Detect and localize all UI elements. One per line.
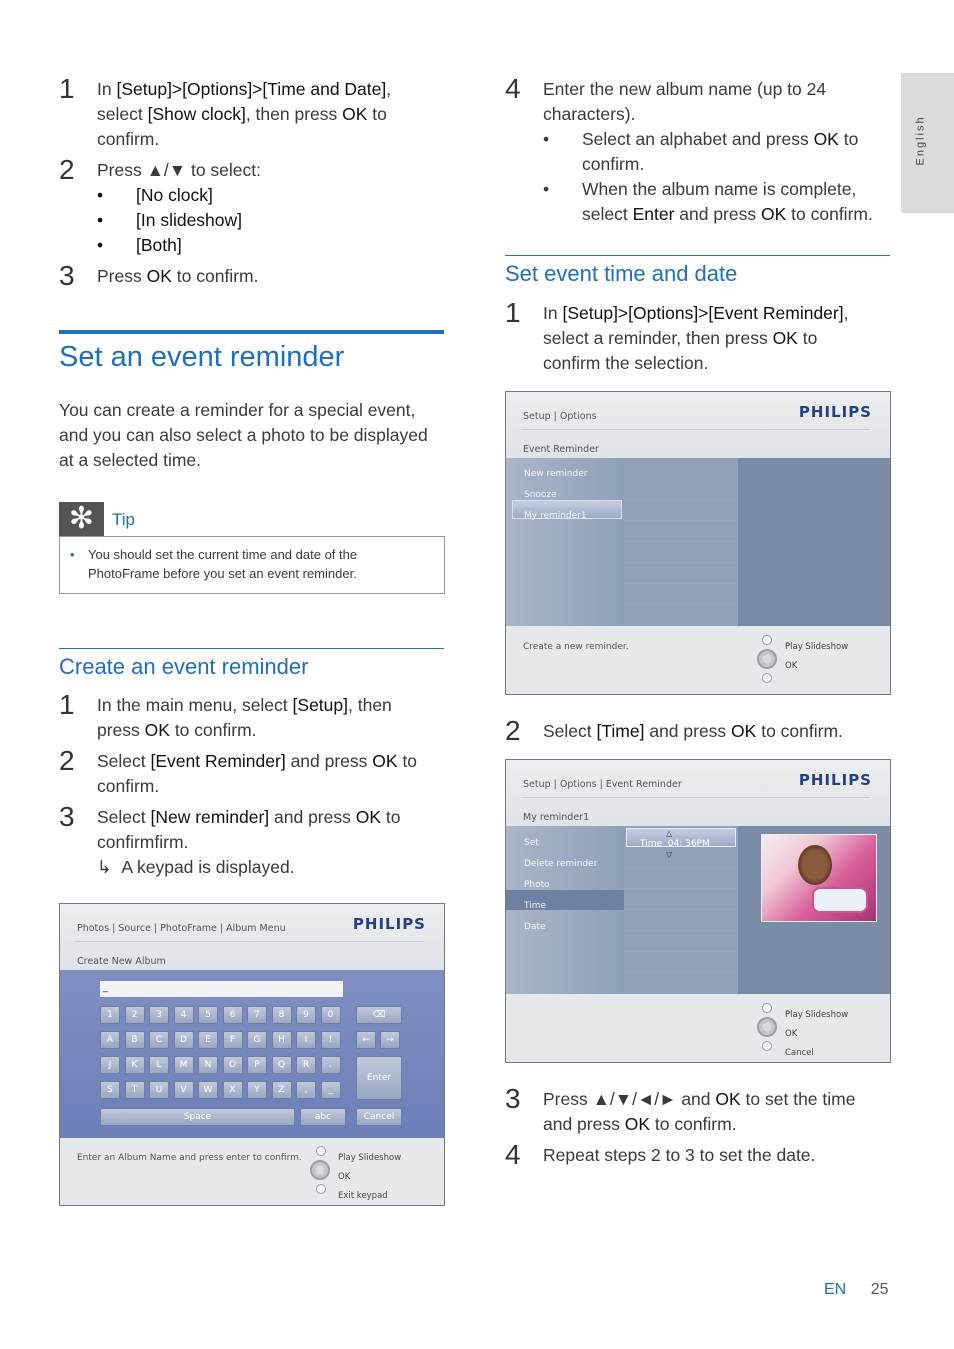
radio-icon (762, 673, 772, 683)
backspace-key[interactable]: ⌫ (356, 1006, 402, 1024)
option-play-slideshow: Play Slideshow (338, 1153, 402, 1163)
text: Select (543, 721, 597, 741)
text: , then press (245, 104, 343, 124)
breadcrumb: Photos | Source | PhotoFrame | Album Menu (77, 923, 286, 934)
screen-footer (506, 626, 890, 694)
brand-logo: PHILIPS (798, 771, 872, 789)
intro-line: at a selected time. (59, 450, 202, 470)
abc-key[interactable]: abc (300, 1108, 346, 1126)
keypad-key[interactable]: I (296, 1031, 316, 1049)
subsection-rule (505, 255, 890, 256)
step-4 (505, 73, 891, 227)
ok-key: OK (355, 807, 382, 827)
section-rule (59, 330, 444, 334)
text: When the album name is complete, (582, 179, 857, 199)
set-time-step-1 (505, 297, 891, 376)
text: confirm. (97, 129, 160, 149)
text: to confirm. (786, 204, 873, 224)
language-code: EN (824, 1281, 847, 1298)
ok-key: OK (772, 328, 798, 348)
set-time-steps-3-4 (505, 1083, 891, 1170)
my-reminder-screenshot (505, 759, 891, 1063)
keypad-key[interactable]: M (174, 1056, 194, 1074)
ok-key: OK (624, 1114, 651, 1134)
menu-path: [New reminder] (150, 807, 270, 827)
result-text: A keypad is displayed. (121, 857, 295, 877)
text: to (367, 104, 387, 124)
arrow-right-key[interactable]: → (380, 1031, 400, 1049)
tip-icon: ✻ (59, 502, 104, 536)
arrow-left-key[interactable]: ← (356, 1031, 376, 1049)
keypad-key[interactable]: 7 (247, 1006, 267, 1024)
screen-header (506, 760, 890, 826)
keypad-key[interactable]: 4 (174, 1006, 194, 1024)
keypad-key[interactable]: 1 (100, 1006, 120, 1024)
option: [Show clock] (147, 104, 246, 124)
option-ok: OK (338, 1172, 351, 1182)
step-number: 1 (59, 689, 75, 720)
ok-key: OK (715, 1089, 741, 1109)
keypad-key[interactable]: N (198, 1056, 218, 1074)
text: select (582, 204, 633, 224)
keypad-key[interactable]: Z (272, 1081, 292, 1099)
text: to confirm. (756, 721, 843, 741)
enter-key: Enter (632, 204, 675, 224)
keypad-key[interactable]: E (198, 1031, 218, 1049)
text: select (97, 104, 148, 124)
menu-path: [Time] (596, 721, 645, 741)
keypad-key[interactable]: G (247, 1031, 267, 1049)
bullet: • (70, 547, 75, 562)
text: , then (348, 695, 392, 715)
keypad-key[interactable]: A (100, 1031, 120, 1049)
step-number: 4 (505, 1139, 521, 1170)
tip-box (59, 502, 445, 594)
ok-key: OK (146, 266, 172, 286)
ok-key: OK (760, 204, 787, 224)
keypad-key[interactable]: K (125, 1056, 145, 1074)
album-name-input[interactable]: _ (100, 981, 343, 997)
step-number: 3 (59, 260, 75, 291)
event-reminder-screenshot (505, 391, 891, 695)
text: Select an alphabet and press (582, 129, 814, 149)
text: to (797, 328, 818, 348)
radio-selected-icon (310, 1160, 330, 1180)
intro-text (59, 398, 445, 473)
menu-path: [Setup]>[Options]>[Event Reminder] (562, 303, 844, 323)
right-column (505, 73, 891, 227)
menu-time[interactable]: Time (524, 901, 547, 911)
cancel-key[interactable]: Cancel (356, 1108, 402, 1126)
radio-icon (762, 1003, 772, 1013)
left-column (59, 73, 445, 291)
menu-new-reminder[interactable]: New reminder (524, 469, 588, 479)
keypad-screenshot (59, 903, 445, 1206)
text: , (843, 303, 849, 323)
screen-title: Create New Album (77, 956, 166, 967)
text: characters). (543, 104, 636, 124)
keypad-key[interactable]: ! (321, 1031, 341, 1049)
text: select a reminder, then press (543, 328, 773, 348)
keypad-key[interactable]: P (247, 1056, 267, 1074)
step-number: 2 (505, 715, 521, 746)
time-value: Time 04: 36PM (640, 839, 710, 849)
text: and press (543, 1114, 625, 1134)
step-2 (505, 715, 891, 746)
preview-panel (738, 458, 890, 628)
keypad-key[interactable]: L (149, 1056, 169, 1074)
keypad-key[interactable]: 8 (272, 1006, 292, 1024)
footer-hint: Enter an Album Name and press enter to confirm. (77, 1153, 302, 1163)
keypad-key[interactable]: Q (272, 1056, 292, 1074)
step-number: 3 (59, 801, 75, 832)
ok-key: OK (731, 721, 757, 741)
create-step-3 (59, 801, 445, 880)
page-footer (824, 1277, 888, 1302)
radio-icon (762, 1041, 772, 1051)
radio-icon (316, 1146, 326, 1156)
keypad-key[interactable]: T (125, 1081, 145, 1099)
text: and press (644, 721, 732, 741)
keypad-key[interactable]: 3 (149, 1006, 169, 1024)
radio-selected-icon (757, 1017, 777, 1037)
text: Select (97, 807, 151, 827)
radio-icon (762, 635, 772, 645)
text: Select (97, 751, 151, 771)
text: confirm. (97, 776, 160, 796)
keypad-key[interactable]: J (100, 1056, 120, 1074)
enter-key[interactable]: Enter (356, 1056, 402, 1100)
menu-snooze[interactable]: Snooze (524, 490, 557, 500)
keypad-key[interactable]: Y (247, 1081, 267, 1099)
screen-footer (60, 1138, 444, 1205)
text: Press (97, 266, 147, 286)
photo-toy (812, 887, 868, 913)
text: In the main menu, select (97, 695, 293, 715)
text: press (97, 720, 145, 740)
text: to confirm. (650, 1114, 737, 1134)
divider (521, 797, 870, 798)
keypad-key[interactable]: 0 (321, 1006, 341, 1024)
ok-key: OK (144, 720, 170, 740)
option-both: • [Both] (97, 233, 445, 258)
time-field[interactable] (626, 828, 736, 847)
tip-label: Tip (112, 510, 135, 529)
radio-icon (316, 1184, 326, 1194)
keypad-key[interactable]: H (272, 1031, 292, 1049)
menu-delete-reminder[interactable]: Delete reminder (524, 859, 598, 869)
divider (75, 941, 424, 942)
space-key[interactable]: Space (100, 1108, 295, 1126)
text: and press (285, 751, 373, 771)
option-cancel: Cancel (785, 1048, 814, 1058)
step-number: 3 (505, 1083, 521, 1114)
menu-path: [Setup] (292, 695, 348, 715)
step-number: 4 (505, 73, 521, 104)
create-step-1 (59, 689, 445, 743)
screen-title: My reminder1 (523, 812, 590, 823)
reminder-photo (761, 834, 877, 922)
step-3 (59, 260, 445, 291)
text: to (397, 751, 418, 771)
keypad-key[interactable]: W (198, 1081, 218, 1099)
result-arrow-icon: ↳ (97, 857, 117, 877)
keypad-key[interactable]: F (223, 1031, 243, 1049)
step-1 (59, 73, 445, 152)
text: to confirm. (171, 266, 259, 286)
text: to confirm. (169, 720, 257, 740)
text: Enter the new album name (up to 24 (543, 79, 827, 99)
time-up-icon[interactable]: △ (666, 829, 673, 838)
intro-line: You can create a reminder for a special event, (59, 400, 416, 420)
footer-hint: Create a new reminder. (523, 642, 629, 652)
menu-date[interactable]: Date (524, 922, 546, 932)
keypad-key[interactable]: , (296, 1081, 316, 1099)
breadcrumb: Setup | Options | Event Reminder (523, 779, 682, 790)
keypad-key[interactable]: B (125, 1031, 145, 1049)
radio-selected-icon (757, 649, 777, 669)
keypad-key[interactable]: S (100, 1081, 120, 1099)
option-play-slideshow: Play Slideshow (785, 1010, 849, 1020)
tip-line: PhotoFrame before you set an event reminder. (88, 566, 357, 581)
section-title: Set an event reminder (59, 341, 345, 373)
option-list (97, 183, 445, 258)
text: and press (674, 204, 761, 224)
intro-line: and you can also select a photo to be displayed (59, 425, 428, 445)
subsection-title: Create an event reminder (59, 654, 309, 679)
text: Repeat steps 2 to 3 to set the date. (543, 1145, 816, 1165)
text: Press ▲/▼/◄/► and (543, 1089, 716, 1109)
bullet-2 (543, 177, 891, 227)
submenu-panel (624, 458, 738, 628)
menu-path: [Event Reminder] (150, 751, 286, 771)
option-play-slideshow: Play Slideshow (785, 642, 849, 652)
brand-logo: PHILIPS (352, 915, 426, 933)
step-4 (505, 1139, 891, 1170)
keypad-key[interactable]: 5 (198, 1006, 218, 1024)
text: confirm the selection. (543, 353, 709, 373)
step-2 (59, 154, 445, 258)
text: to (838, 129, 859, 149)
screen-header (60, 904, 444, 970)
keypad-key[interactable]: 6 (223, 1006, 243, 1024)
keypad-area (60, 970, 444, 1140)
step-4-bullets (543, 127, 891, 227)
screen-title: Event Reminder (523, 444, 599, 455)
keypad-key[interactable]: U (149, 1081, 169, 1099)
step-number: 1 (59, 73, 75, 104)
ok-key: OK (813, 129, 839, 149)
step-number: 2 (59, 745, 75, 776)
step-3 (505, 1083, 891, 1137)
keypad-key[interactable]: 9 (296, 1006, 316, 1024)
divider (521, 429, 870, 430)
photo-face (798, 845, 832, 885)
keypad-key[interactable]: O (223, 1056, 243, 1074)
screen-header (506, 392, 890, 458)
keypad-key[interactable]: . (321, 1056, 341, 1074)
keypad-key[interactable]: R (296, 1056, 316, 1074)
text: confirm. (582, 154, 645, 174)
tip-content (59, 536, 445, 594)
ok-key: OK (342, 104, 368, 124)
ok-key: OK (372, 751, 398, 771)
menu-path: [Setup]>[Options]>[Time and Date] (116, 79, 387, 99)
text: and press (269, 807, 356, 827)
step-text: Press ▲/▼ to select: (97, 160, 261, 180)
text: , (386, 79, 392, 99)
tip-line: You should set the current time and date of the (88, 547, 358, 562)
create-step-2 (59, 745, 445, 799)
page-number: 25 (870, 1281, 889, 1298)
menu-photo[interactable]: Photo (524, 880, 550, 890)
keypad-key[interactable]: _ (321, 1081, 341, 1099)
option-no-clock: • [No clock] (97, 183, 445, 208)
text: In (97, 79, 117, 99)
breadcrumb: Setup | Options (523, 411, 597, 422)
option-exit-keypad: Exit keypad (338, 1191, 388, 1201)
screen-footer (506, 994, 890, 1062)
step-1 (505, 297, 891, 376)
text: In (543, 303, 563, 323)
keypad-key[interactable]: X (223, 1081, 243, 1099)
time-down-icon[interactable]: ▽ (666, 850, 673, 859)
step-number: 2 (59, 154, 75, 185)
subsection-rule (59, 648, 444, 649)
menu-my-reminder1[interactable]: My reminder1 (524, 511, 587, 521)
text: confirmfirm. (97, 832, 189, 852)
option-in-slideshow: • [In slideshow] (97, 208, 445, 233)
bullet-1 (543, 127, 891, 177)
option-ok: OK (785, 661, 798, 671)
set-time-step-2 (505, 715, 891, 746)
brand-logo: PHILIPS (798, 403, 872, 421)
text: to (381, 807, 401, 827)
option-ok: OK (785, 1029, 798, 1039)
menu-set[interactable]: Set (524, 838, 539, 848)
create-steps (59, 689, 445, 880)
language-tab (901, 73, 954, 213)
step-number: 1 (505, 297, 521, 328)
language-label: English (914, 115, 927, 166)
keypad-key[interactable]: V (174, 1081, 194, 1099)
text: to set the time (740, 1089, 856, 1109)
keypad-key[interactable]: D (174, 1031, 194, 1049)
subsection-title: Set event time and date (505, 261, 738, 286)
keypad-key[interactable]: C (149, 1031, 169, 1049)
keypad-key[interactable]: 2 (125, 1006, 145, 1024)
